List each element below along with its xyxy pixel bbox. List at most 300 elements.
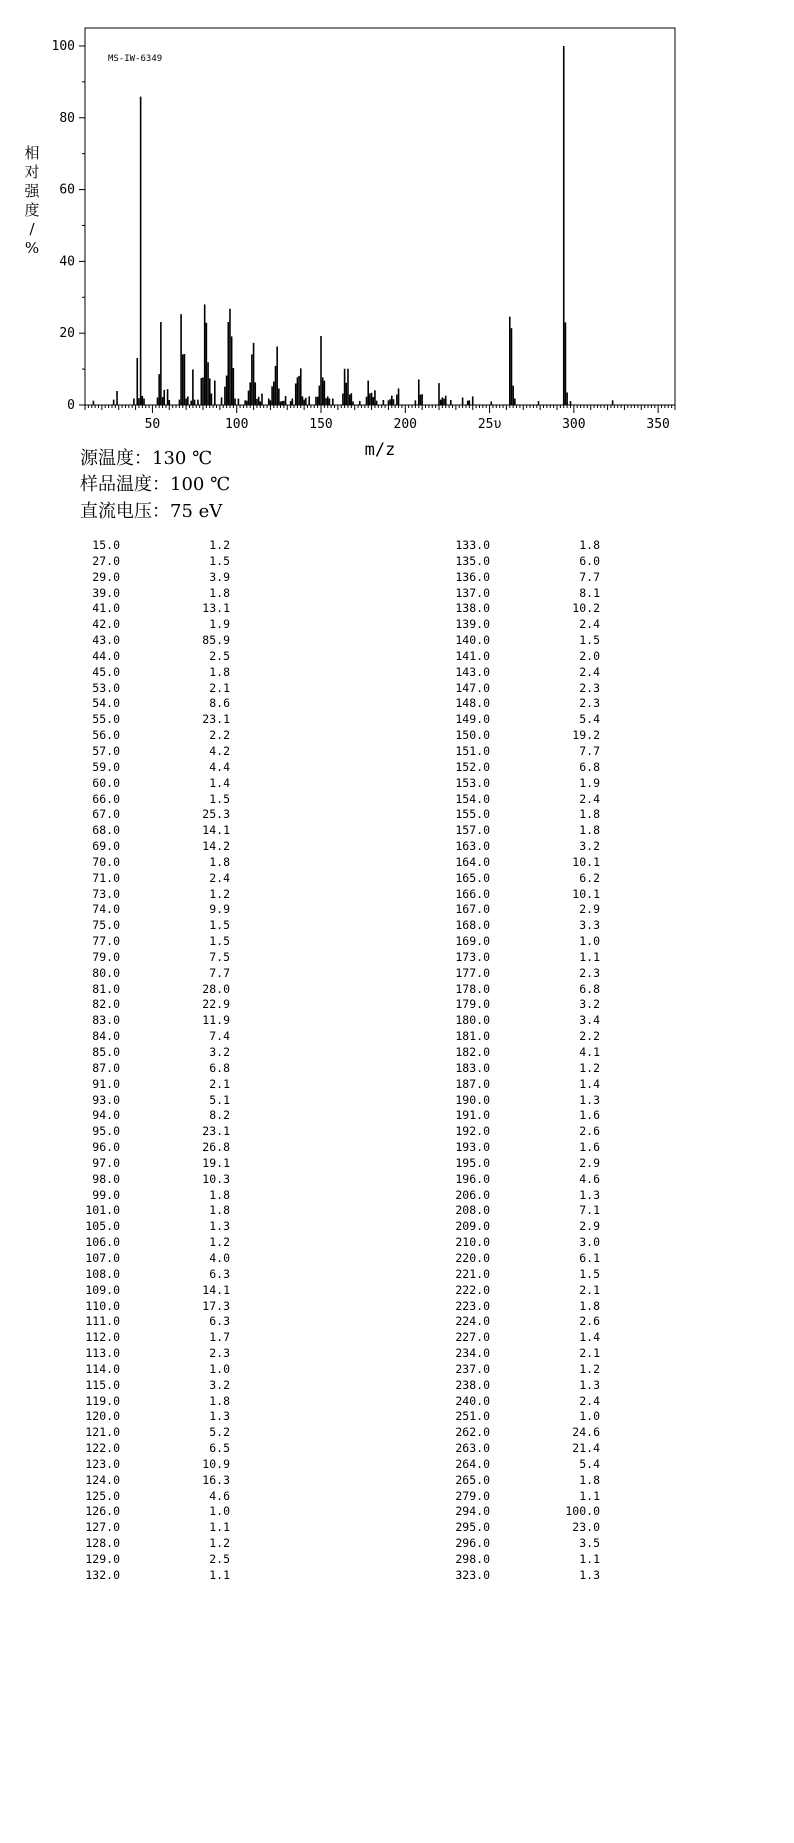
- table-row: [440, 1299, 600, 1315]
- abundance-value: 1.5: [579, 633, 600, 648]
- abundance-value: 2.1: [579, 1282, 600, 1297]
- mz-value: 81.0: [92, 981, 120, 996]
- mz-value: 69.0: [92, 839, 120, 854]
- x-tick-label: 300: [562, 417, 586, 432]
- abundance-value: 16.3: [202, 1472, 230, 1487]
- mz-value: 129.0: [85, 1552, 120, 1566]
- abundance-value: 6.8: [579, 759, 600, 774]
- table-row: [70, 934, 230, 950]
- mz-value: 181.0: [455, 1029, 490, 1044]
- table-row: [440, 744, 600, 760]
- abundance-value: 2.3: [579, 680, 600, 695]
- mz-value: 154.0: [455, 791, 490, 806]
- mz-value: 192.0: [455, 1124, 490, 1139]
- table-row: [440, 712, 600, 728]
- abundance-value: 3.0: [579, 1235, 600, 1250]
- plot-frame: [85, 28, 675, 405]
- mz-value: 124.0: [85, 1472, 120, 1487]
- mz-value: 209.0: [455, 1219, 490, 1234]
- abundance-value: 23.1: [202, 712, 230, 727]
- abundance-value: 1.2: [209, 886, 230, 901]
- table-row: [70, 760, 230, 776]
- abundance-value: 1.4: [209, 775, 230, 790]
- mz-value: 265.0: [455, 1472, 490, 1487]
- table-row: [70, 871, 230, 887]
- table-row: [70, 823, 230, 839]
- abundance-value: 23.1: [202, 1124, 230, 1139]
- dc-voltage: 直流电压：75 eV: [80, 501, 223, 522]
- mz-value: 66.0: [92, 791, 120, 806]
- abundance-value: 2.2: [579, 1029, 600, 1044]
- table-row: [440, 1394, 600, 1410]
- mz-value: 234.0: [455, 1346, 490, 1361]
- mz-value: 149.0: [455, 712, 490, 727]
- abundance-value: 1.3: [579, 1092, 600, 1107]
- mz-value: 111.0: [85, 1314, 120, 1329]
- abundance-value: 19.2: [572, 728, 600, 743]
- table-row: [70, 1552, 230, 1568]
- abundance-value: 24.6: [572, 1425, 600, 1440]
- abundance-value: 1.2: [209, 1536, 230, 1551]
- x-tick-label: 150: [309, 417, 333, 432]
- mz-value: 153.0: [455, 775, 490, 790]
- mz-value: 128.0: [85, 1536, 120, 1551]
- abundance-value: 1.8: [579, 1472, 600, 1487]
- abundance-value: 6.3: [209, 1266, 230, 1281]
- abundance-value: 2.4: [579, 617, 600, 632]
- mz-value: 119.0: [85, 1393, 120, 1408]
- mz-value: 87.0: [92, 1060, 120, 1075]
- mz-value: 82.0: [92, 997, 120, 1012]
- mz-value: 121.0: [85, 1425, 120, 1440]
- table-row: [70, 1013, 230, 1029]
- table-row: [440, 728, 600, 744]
- mz-value: 71.0: [92, 870, 120, 885]
- mz-value: 70.0: [92, 854, 120, 869]
- mz-value: 120.0: [85, 1409, 120, 1424]
- mz-value: 59.0: [92, 759, 120, 774]
- abundance-value: 1.0: [579, 1409, 600, 1424]
- abundance-value: 17.3: [202, 1298, 230, 1313]
- mz-value: 112.0: [85, 1330, 120, 1345]
- table-row: [440, 902, 600, 918]
- table-row: [440, 918, 600, 934]
- abundance-value: 2.9: [579, 1219, 600, 1234]
- table-row: [70, 744, 230, 760]
- peak-table-left: [70, 538, 230, 1584]
- mz-value: 151.0: [455, 743, 490, 758]
- abundance-value: 6.2: [579, 870, 600, 885]
- table-row: [440, 696, 600, 712]
- mz-value: 108.0: [85, 1266, 120, 1281]
- mz-value: 180.0: [455, 1013, 490, 1028]
- table-row: [440, 1568, 600, 1584]
- mz-value: 80.0: [92, 965, 120, 980]
- table-row: [70, 1409, 230, 1425]
- abundance-value: 1.1: [579, 1488, 600, 1503]
- abundance-value: 7.5: [209, 949, 230, 964]
- table-row: [440, 1045, 600, 1061]
- mz-value: 143.0: [455, 664, 490, 679]
- table-row: [70, 1172, 230, 1188]
- mz-value: 222.0: [455, 1282, 490, 1297]
- mz-value: 74.0: [92, 902, 120, 917]
- mz-value: 29.0: [92, 569, 120, 584]
- abundance-value: 1.8: [209, 585, 230, 600]
- table-row: [70, 1457, 230, 1473]
- table-row: [70, 839, 230, 855]
- abundance-value: 2.5: [209, 1552, 230, 1566]
- table-row: [70, 1077, 230, 1093]
- abundance-value: 19.1: [202, 1155, 230, 1170]
- abundance-value: 3.2: [209, 1377, 230, 1392]
- table-row: [440, 1457, 600, 1473]
- mz-value: 132.0: [85, 1567, 120, 1582]
- table-row: [440, 1314, 600, 1330]
- x-tick-label: 50: [144, 417, 161, 432]
- mz-value: 164.0: [455, 854, 490, 869]
- x-tick-label: 350: [646, 417, 670, 432]
- abundance-value: 3.4: [579, 1013, 600, 1028]
- mz-value: 227.0: [455, 1330, 490, 1345]
- table-row: [440, 1441, 600, 1457]
- table-row: [440, 1409, 600, 1425]
- abundance-value: 1.6: [579, 1140, 600, 1155]
- y-tick-label: 80: [59, 110, 75, 126]
- abundance-value: 1.8: [579, 538, 600, 552]
- mz-value: 85.0: [92, 1045, 120, 1059]
- table-row: [440, 1473, 600, 1489]
- abundance-value: 1.3: [209, 1409, 230, 1424]
- mz-value: 77.0: [92, 934, 120, 949]
- abundance-value: 2.4: [579, 1393, 600, 1408]
- table-row: [70, 1362, 230, 1378]
- abundance-value: 1.8: [209, 1393, 230, 1408]
- y-label-char: /: [29, 220, 35, 238]
- abundance-value: 7.1: [579, 1203, 600, 1218]
- table-row: [440, 1283, 600, 1299]
- table-row: [440, 1061, 600, 1077]
- mz-value: 57.0: [92, 743, 120, 758]
- mz-value: 107.0: [85, 1250, 120, 1265]
- mz-value: 39.0: [92, 585, 120, 600]
- table-row: [70, 570, 230, 586]
- mz-value: 99.0: [92, 1187, 120, 1202]
- table-row: [70, 1504, 230, 1520]
- mz-value: 224.0: [455, 1314, 490, 1329]
- table-row: [440, 1251, 600, 1267]
- abundance-value: 1.2: [209, 538, 230, 552]
- mz-value: 79.0: [92, 949, 120, 964]
- abundance-value: 7.7: [579, 569, 600, 584]
- table-row: [70, 1093, 230, 1109]
- abundance-value: 1.8: [209, 664, 230, 679]
- abundance-value: 2.5: [209, 648, 230, 663]
- mz-value: 95.0: [92, 1124, 120, 1139]
- table-row: [70, 1219, 230, 1235]
- mz-value: 97.0: [92, 1155, 120, 1170]
- mz-value: 191.0: [455, 1108, 490, 1123]
- table-row: [440, 760, 600, 776]
- abundance-value: 100.0: [565, 1504, 600, 1519]
- abundance-value: 1.7: [209, 1330, 230, 1345]
- abundance-value: 5.4: [579, 1456, 600, 1471]
- mz-value: 67.0: [92, 807, 120, 822]
- abundance-value: 1.1: [209, 1567, 230, 1582]
- abundance-value: 3.2: [579, 839, 600, 854]
- table-row: [70, 1378, 230, 1394]
- mz-value: 323.0: [455, 1567, 490, 1582]
- table-row: [440, 649, 600, 665]
- table-row: [70, 1473, 230, 1489]
- mz-value: 133.0: [455, 538, 490, 552]
- x-tick-label: 200: [393, 417, 418, 432]
- mz-value: 94.0: [92, 1108, 120, 1123]
- abundance-value: 1.0: [209, 1504, 230, 1519]
- spectrum-code: MS-IW-6349: [108, 54, 163, 64]
- mz-value: 208.0: [455, 1203, 490, 1218]
- mz-value: 15.0: [92, 538, 120, 552]
- abundance-value: 1.8: [209, 1203, 230, 1218]
- mz-value: 136.0: [455, 569, 490, 584]
- mz-value: 96.0: [92, 1140, 120, 1155]
- abundance-value: 14.1: [202, 823, 230, 838]
- table-row: [70, 1520, 230, 1536]
- table-row: [70, 1425, 230, 1441]
- table-row: [440, 1093, 600, 1109]
- abundance-value: 3.2: [209, 1045, 230, 1059]
- abundance-value: 4.6: [579, 1171, 600, 1186]
- abundance-value: 8.2: [209, 1108, 230, 1123]
- mz-value: 60.0: [92, 775, 120, 790]
- table-row: [70, 1108, 230, 1124]
- abundance-value: 85.9: [202, 633, 230, 648]
- abundance-value: 1.8: [209, 854, 230, 869]
- mz-value: 165.0: [455, 870, 490, 885]
- mz-value: 122.0: [85, 1441, 120, 1456]
- table-row: [440, 966, 600, 982]
- mz-value: 179.0: [455, 997, 490, 1012]
- abundance-value: 26.8: [202, 1140, 230, 1155]
- abundance-value: 14.2: [202, 839, 230, 854]
- table-row: [70, 1267, 230, 1283]
- abundance-value: 28.0: [202, 981, 230, 996]
- y-tick-label: 100: [51, 38, 75, 54]
- abundance-value: 4.1: [579, 1045, 600, 1059]
- table-row: [70, 997, 230, 1013]
- abundance-value: 2.1: [209, 1076, 230, 1091]
- abundance-value: 1.0: [579, 934, 600, 949]
- table-row: [70, 855, 230, 871]
- mz-value: 206.0: [455, 1187, 490, 1202]
- table-row: [70, 966, 230, 982]
- mz-value: 182.0: [455, 1045, 490, 1059]
- abundance-value: 5.1: [209, 1092, 230, 1107]
- abundance-value: 10.9: [202, 1456, 230, 1471]
- table-row: [70, 982, 230, 998]
- table-row: [70, 1203, 230, 1219]
- abundance-value: 21.4: [572, 1441, 600, 1456]
- table-row: [440, 1504, 600, 1520]
- abundance-value: 6.3: [209, 1314, 230, 1329]
- abundance-value: 1.5: [209, 553, 230, 568]
- abundance-value: 1.5: [209, 918, 230, 933]
- table-row: [440, 665, 600, 681]
- abundance-value: 2.3: [209, 1346, 230, 1361]
- abundance-value: 4.6: [209, 1488, 230, 1503]
- mz-value: 193.0: [455, 1140, 490, 1155]
- mz-value: 166.0: [455, 886, 490, 901]
- abundance-value: 22.9: [202, 997, 230, 1012]
- mz-value: 195.0: [455, 1155, 490, 1170]
- table-row: [70, 1536, 230, 1552]
- mz-value: 183.0: [455, 1060, 490, 1075]
- abundance-value: 2.4: [579, 791, 600, 806]
- table-row: [70, 902, 230, 918]
- table-row: [440, 1489, 600, 1505]
- table-row: [440, 554, 600, 570]
- mz-value: 238.0: [455, 1377, 490, 1392]
- mz-value: 126.0: [85, 1504, 120, 1519]
- table-row: [70, 918, 230, 934]
- mz-value: 279.0: [455, 1488, 490, 1503]
- x-axis: [85, 405, 675, 432]
- y-axis-label: [24, 144, 40, 257]
- table-row: [70, 1314, 230, 1330]
- abundance-value: 6.0: [579, 553, 600, 568]
- abundance-value: 5.2: [209, 1425, 230, 1440]
- mz-value: 150.0: [455, 728, 490, 743]
- table-row: [70, 728, 230, 744]
- mz-value: 240.0: [455, 1393, 490, 1408]
- abundance-value: 3.2: [579, 997, 600, 1012]
- table-row: [70, 807, 230, 823]
- table-row: [440, 1172, 600, 1188]
- mz-value: 84.0: [92, 1029, 120, 1044]
- mz-value: 138.0: [455, 601, 490, 616]
- table-row: [440, 934, 600, 950]
- table-row: [70, 633, 230, 649]
- table-row: [70, 1394, 230, 1410]
- y-label-char: 强: [24, 182, 40, 200]
- abundance-value: 2.0: [579, 648, 600, 663]
- mz-value: 45.0: [92, 664, 120, 679]
- abundance-value: 8.1: [579, 585, 600, 600]
- table-row: [70, 792, 230, 808]
- table-row: [440, 1536, 600, 1552]
- mz-value: 43.0: [92, 633, 120, 648]
- abundance-value: 10.1: [572, 886, 600, 901]
- mz-value: 298.0: [455, 1552, 490, 1566]
- abundance-value: 1.1: [209, 1520, 230, 1535]
- x-tick-label: 100: [224, 417, 249, 432]
- table-row: [70, 712, 230, 728]
- mz-value: 264.0: [455, 1456, 490, 1471]
- abundance-value: 10.2: [572, 601, 600, 616]
- peak-table-right: [440, 538, 600, 1584]
- mz-value: 168.0: [455, 918, 490, 933]
- abundance-value: 1.1: [579, 1552, 600, 1566]
- mz-value: 55.0: [92, 712, 120, 727]
- mz-value: 106.0: [85, 1235, 120, 1250]
- mz-value: 294.0: [455, 1504, 490, 1519]
- abundance-value: 1.3: [209, 1219, 230, 1234]
- mz-value: 296.0: [455, 1536, 490, 1551]
- table-row: [440, 1362, 600, 1378]
- mz-value: 127.0: [85, 1520, 120, 1535]
- mz-value: 148.0: [455, 696, 490, 711]
- abundance-value: 1.2: [579, 1361, 600, 1376]
- table-row: [440, 586, 600, 602]
- mz-value: 98.0: [92, 1171, 120, 1186]
- table-row: [440, 1156, 600, 1172]
- table-row: [70, 1140, 230, 1156]
- abundance-value: 2.6: [579, 1124, 600, 1139]
- abundance-value: 14.1: [202, 1282, 230, 1297]
- abundance-value: 9.9: [209, 902, 230, 917]
- mz-value: 75.0: [92, 918, 120, 933]
- x-tick-label: 25υ: [477, 417, 502, 432]
- table-row: [440, 1124, 600, 1140]
- table-row: [440, 792, 600, 808]
- table-row: [70, 887, 230, 903]
- table-row: [70, 696, 230, 712]
- table-row: [440, 871, 600, 887]
- table-row: [70, 776, 230, 792]
- y-label-char: %: [24, 239, 40, 257]
- abundance-value: 1.6: [579, 1108, 600, 1123]
- abundance-value: 25.3: [202, 807, 230, 822]
- y-label-char: 对: [24, 163, 40, 181]
- table-row: [440, 982, 600, 998]
- mz-value: 173.0: [455, 949, 490, 964]
- table-row: [440, 1267, 600, 1283]
- x-axis-label: m/z: [364, 440, 396, 460]
- mz-value: 190.0: [455, 1092, 490, 1107]
- abundance-value: 1.8: [579, 823, 600, 838]
- table-row: [70, 1299, 230, 1315]
- abundance-value: 2.3: [579, 965, 600, 980]
- table-row: [70, 1061, 230, 1077]
- y-tick-label: 0: [67, 398, 75, 413]
- abundance-value: 3.9: [209, 569, 230, 584]
- table-row: [440, 617, 600, 633]
- table-row: [440, 823, 600, 839]
- table-row: [440, 839, 600, 855]
- table-row: [440, 1330, 600, 1346]
- table-row: [440, 1013, 600, 1029]
- abundance-value: 1.5: [209, 934, 230, 949]
- table-row: [70, 665, 230, 681]
- table-row: [440, 1077, 600, 1093]
- mz-value: 167.0: [455, 902, 490, 917]
- mz-value: 101.0: [85, 1203, 120, 1218]
- mz-value: 220.0: [455, 1250, 490, 1265]
- mz-value: 163.0: [455, 839, 490, 854]
- abundance-value: 5.4: [579, 712, 600, 727]
- table-row: [440, 538, 600, 554]
- table-row: [440, 1219, 600, 1235]
- mz-value: 135.0: [455, 553, 490, 568]
- mz-value: 263.0: [455, 1441, 490, 1456]
- table-row: [70, 617, 230, 633]
- mz-value: 93.0: [92, 1092, 120, 1107]
- abundance-value: 1.2: [209, 1235, 230, 1250]
- mz-value: 147.0: [455, 680, 490, 695]
- table-row: [440, 1140, 600, 1156]
- mz-value: 178.0: [455, 981, 490, 996]
- abundance-value: 4.0: [209, 1250, 230, 1265]
